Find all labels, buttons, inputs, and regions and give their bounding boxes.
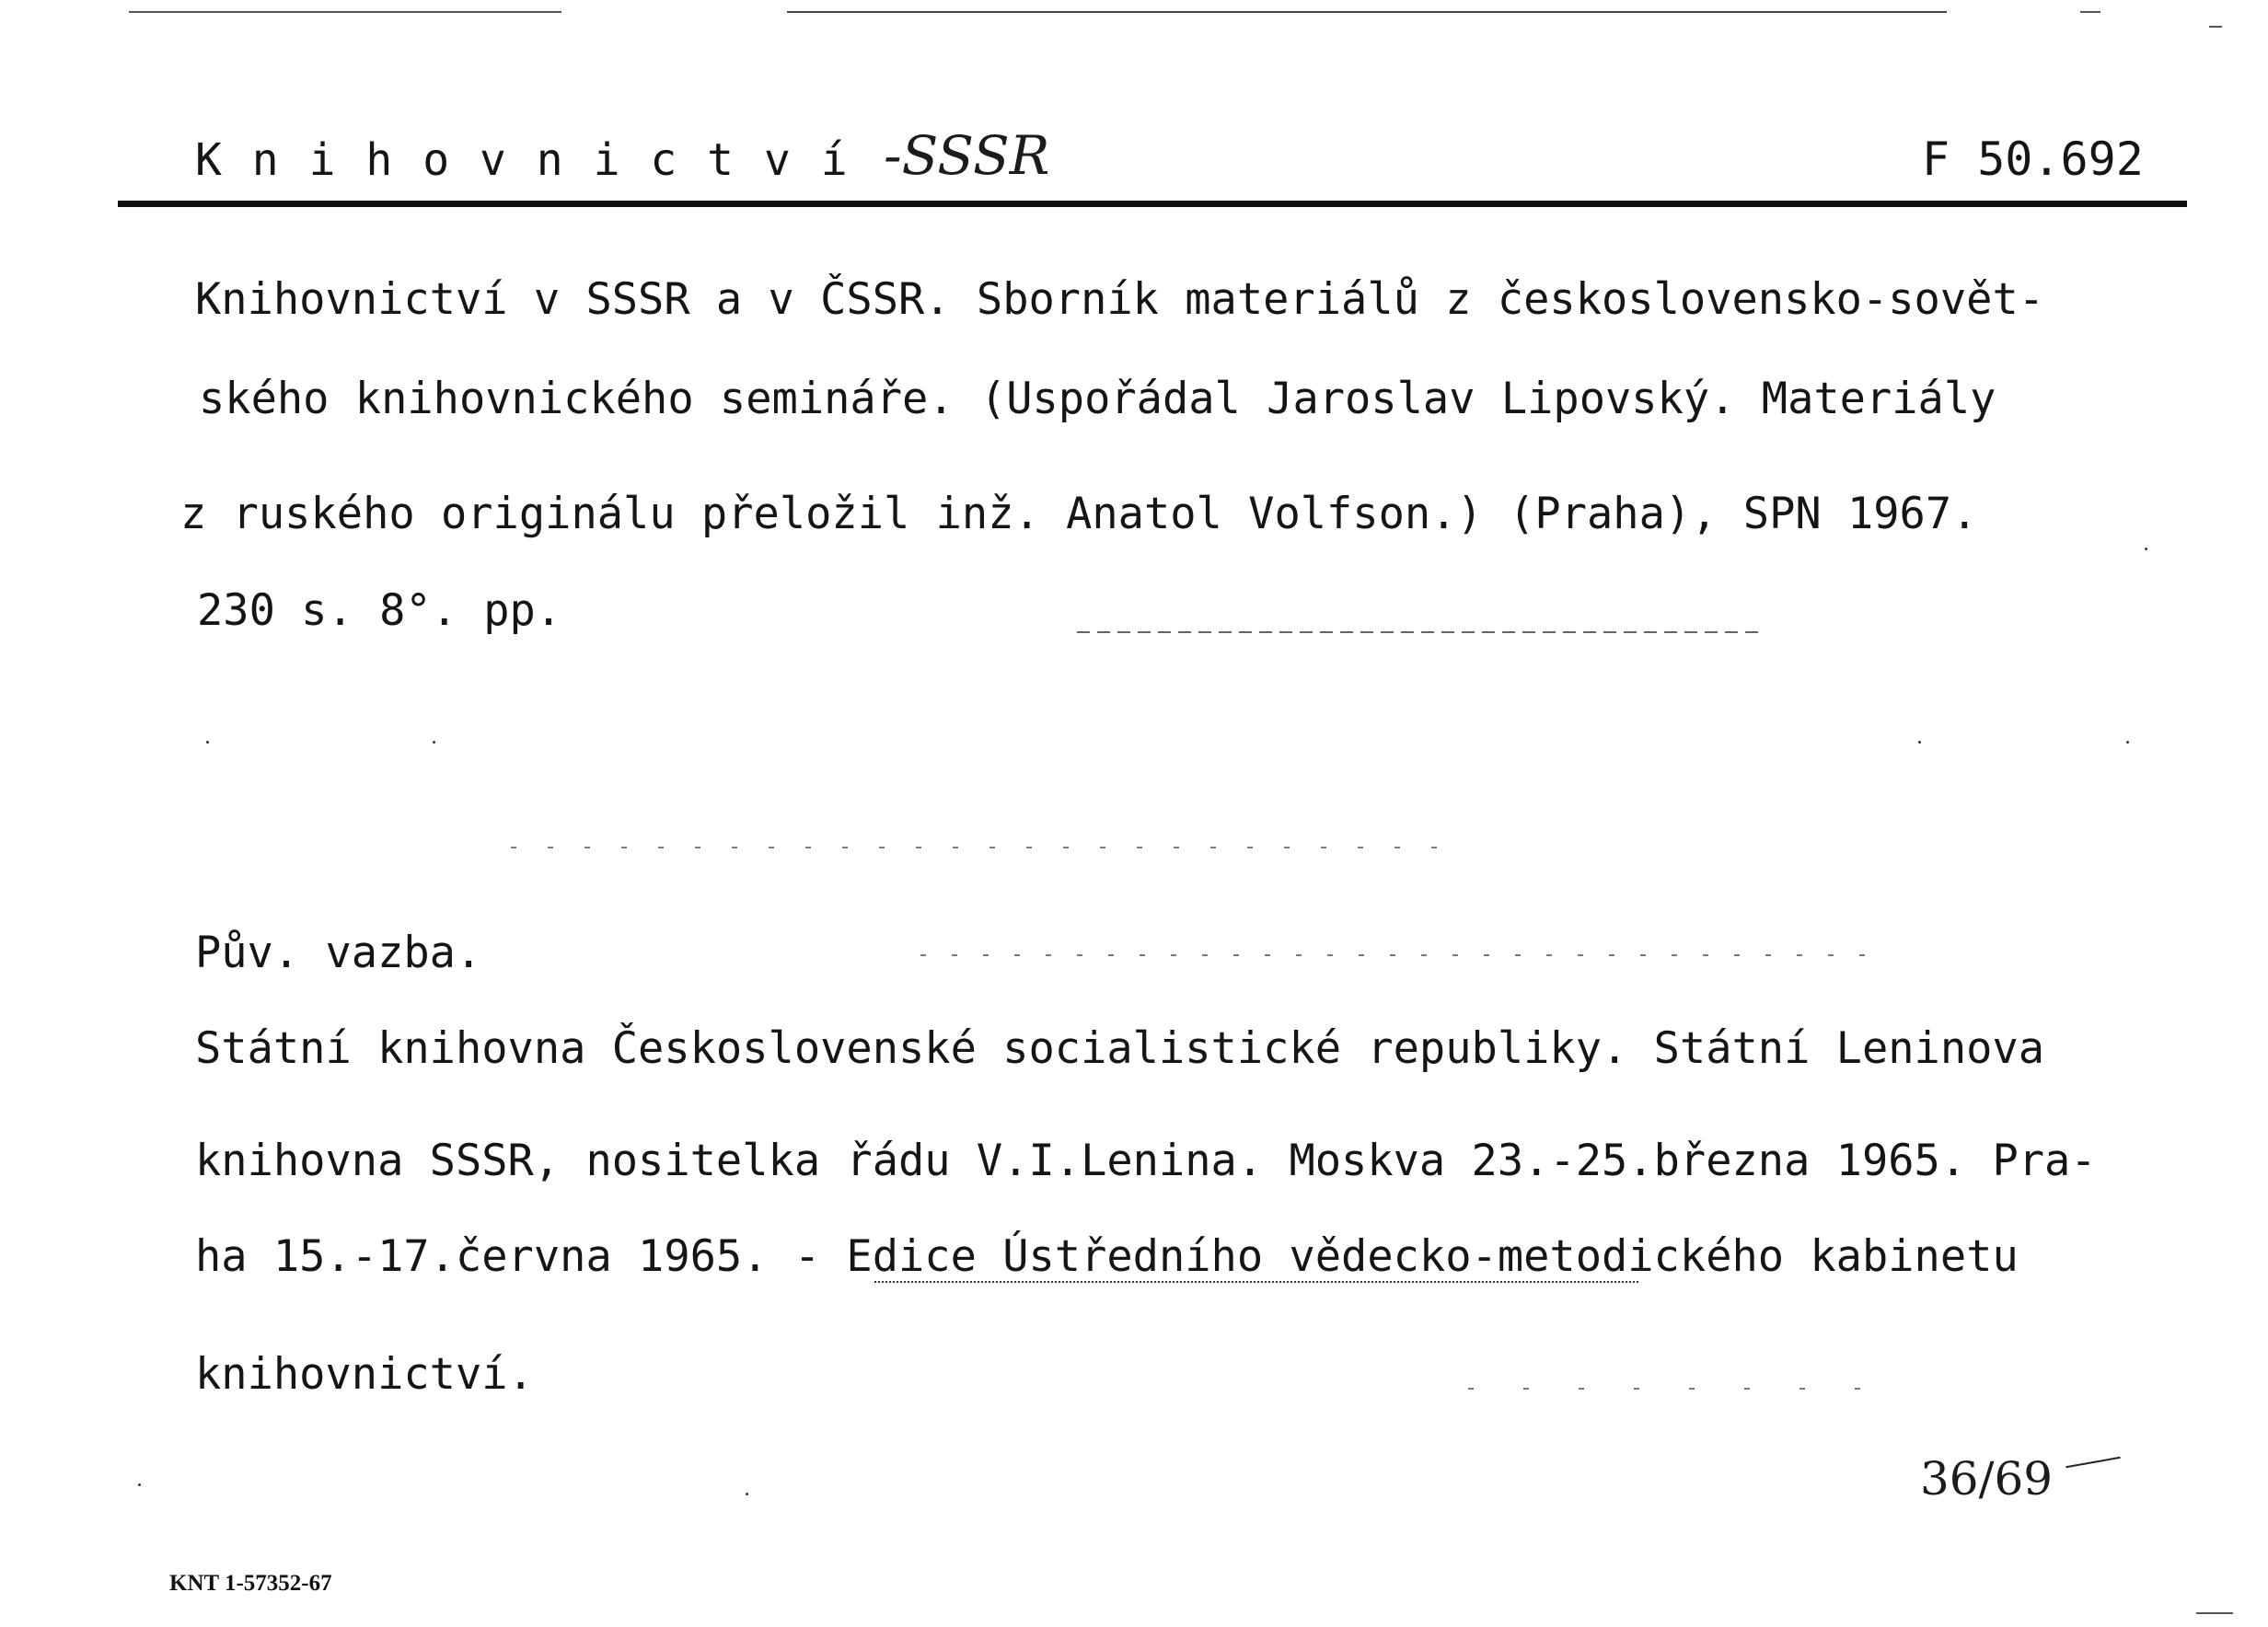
- top-edge-mark: [2080, 11, 2100, 13]
- entry-line-1: Knihovnictví v SSSR a v ČSSR. Sborník materiálů z československo-sovět-: [195, 274, 2045, 325]
- margin-dot: [138, 1483, 141, 1486]
- entry-line-4: 230 s. 8°. pp.: [197, 585, 562, 636]
- edge-mark: [2209, 26, 2222, 28]
- margin-dot: [433, 741, 435, 744]
- margin-dot: [206, 741, 209, 744]
- entry-line-3: z ruského originálu přeložil inž. Anatol Volfson.) (Praha), SPN 1967.: [180, 489, 1978, 539]
- subject-heading: K n i h o v n i c t v í: [195, 134, 850, 186]
- entry-line-2: ského knihovnického semináře. (Uspořádal Jaroslav Lipovský. Materiály: [199, 374, 1996, 424]
- accession-number: 36/69: [1920, 1452, 2054, 1506]
- notes-line-3: ha 15.-17.června 1965. - Edice Ústředního vědecko-metodického kabinetu: [195, 1231, 2019, 1282]
- binding-note: Pův. vazba.: [195, 928, 482, 978]
- filler-dots-2: [511, 847, 1441, 848]
- notes-line-4: knihovnictví.: [195, 1349, 534, 1400]
- margin-dot: [1918, 741, 1921, 744]
- margin-dot: [2126, 741, 2129, 744]
- accession-flourish: [2066, 1457, 2120, 1468]
- subject-handwritten-addition: -SSSR: [884, 124, 1050, 187]
- margin-dot: [746, 1493, 748, 1495]
- filler-dots-3: [920, 954, 1878, 956]
- notes-line-2: knihovna SSSR, nositelka řádu V.I.Lenina. Moskva 23.-25.března 1965. Pra-: [195, 1136, 2097, 1186]
- top-edge-line-left: [129, 11, 561, 13]
- edge-mark: [2196, 1612, 2233, 1614]
- margin-dot: [2145, 548, 2147, 550]
- filler-dots-4: [1468, 1388, 1864, 1390]
- top-edge-line-right: [787, 11, 1947, 13]
- notes-line-1: Státní knihovna Československé socialistické republiky. Státní Leninova: [195, 1023, 2045, 1074]
- printer-mark: KNT 1-57352-67: [169, 1571, 332, 1596]
- call-number: F 50.692: [1922, 133, 2144, 186]
- heading-rule: [118, 201, 2187, 207]
- series-underline: [874, 1281, 1638, 1283]
- filler-dots-1: [1077, 631, 1758, 633]
